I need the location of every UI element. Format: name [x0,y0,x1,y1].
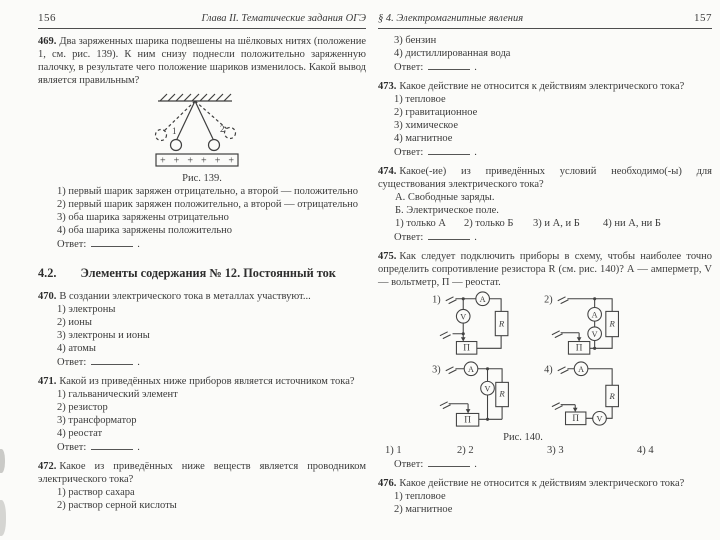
question-472-options [57,486,366,512]
question-470-options [57,303,366,355]
slider-arrow-icon [573,408,578,412]
wire [455,369,502,383]
option: 4) оба шарика заряжены положительно [57,225,233,236]
question-475-text: Как следует подключить приборы в схему, чтобы наиболее точно определить сопротивление резистора R (см. рис. 140)? А — амперметр, V — вольтметр, П — реостат. [378,251,712,288]
right-page-header [378,12,712,29]
answer-label: Ответ: [394,62,424,73]
answer-line [57,440,366,454]
question-469-number: 469. [38,36,57,47]
question-471-options [57,388,366,440]
option: 3) химическое [394,120,458,131]
answer-label: Ответ: [57,442,87,453]
ball-1 [171,140,182,151]
answer-blank [91,355,133,365]
wire [453,323,464,334]
junction-dot [486,418,489,421]
wire [561,405,576,408]
option: 3) трансформатор [57,415,137,426]
terminal-icon [446,297,457,304]
question-470 [38,290,366,303]
option: 1) гальванический элемент [57,389,178,400]
slider-arrow-icon [461,337,466,341]
answer-blank [91,440,133,450]
question-476 [378,477,712,490]
option: 1) тепловое [394,94,446,105]
ball-2-label: 2 [220,124,225,134]
thread-dashed-left [164,101,195,131]
option: 1) 1 [385,445,402,456]
answer-blank [428,145,470,155]
option: 1) электроны [57,304,116,315]
question-472-number: 472. [38,461,57,472]
answer-line [394,457,712,471]
ammeter-label: A [468,364,474,374]
question-476-number: 476. [378,478,397,489]
option: 3) оба шарика заряжены отрицательно [57,212,229,223]
section-number: 4.2. [38,266,57,280]
answer-line [394,60,712,74]
question-472-continued-options [394,34,712,60]
answer-label: Ответ: [394,147,424,158]
option: 4) ни А, ни Б [603,218,661,229]
answer-line [57,237,366,251]
answer-blank [428,230,470,240]
left-running-header: Глава II. Тематические задания ОГЭ [201,13,366,24]
question-471 [38,375,366,388]
statement-b: Б. Электрическое поле. [395,205,499,216]
question-474 [378,165,712,191]
option: 2) только Б [464,218,514,229]
section-heading [38,266,366,281]
answer-period: . [137,239,140,250]
rheostat-label: П [463,342,470,353]
page-right [372,0,712,516]
option: 3) бензин [394,35,437,46]
option: 2) магнитное [394,504,453,515]
rheostat-label: П [572,413,580,424]
left-page-header [38,12,366,29]
option: 3) 3 [547,445,564,456]
ball-1-label: 1 [172,126,177,136]
right-running-header: § 4. Электромагнитные явления [378,13,524,24]
answer-period: . [474,232,477,243]
option: 3) и А, и Б [533,218,580,229]
circuit-4-label: 4) [544,364,553,376]
wire [561,333,579,338]
terminal-icon [440,402,451,409]
circuit-3-label: 3) [432,364,441,376]
option: 3) электроны и ионы [57,330,150,341]
question-469-options [57,185,366,237]
option: 2) ионы [57,317,92,328]
answer-label: Ответ: [57,239,87,250]
section-title: Элементы содержания № 12. Постоянный ток [80,266,336,280]
answer-line [57,355,366,369]
option: 2) первый шарик заряжен положительно, а второй — отрицательно [57,199,359,210]
ceiling-hatch-icon [158,94,232,101]
option: 4) магнитное [394,133,453,144]
ball-2 [209,140,220,151]
question-475-number: 475. [378,251,397,262]
rheostat-label: П [575,342,583,353]
slider-arrow-icon [577,337,582,341]
terminal-icon [552,403,563,410]
ammeter-label: A [591,310,598,320]
thread-solid-left [177,101,195,139]
voltmeter-label: V [484,384,491,394]
resistor-label: R [499,388,505,399]
ammeter-label: A [578,364,585,374]
question-472-text: Какое из приведённых ниже веществ является проводником электрического тока? [38,461,366,485]
question-474-options [395,217,712,230]
circuit-diagram-1 [432,291,544,359]
left-page-number: 156 [38,12,56,24]
page-left [30,0,366,512]
figure-139-drawing [98,91,298,171]
answer-label: Ответ: [394,459,424,470]
terminal-icon [558,367,569,374]
question-475-options [385,444,712,457]
voltmeter-label: V [591,329,598,339]
answer-period: . [137,442,140,453]
plus-signs: + + + + + + [160,155,234,167]
option: 2) 2 [457,445,474,456]
resistor-label: R [609,318,615,329]
option: 4) реостат [57,428,103,439]
figure-139-caption: Рис. 139. [182,173,222,184]
ammeter-label: A [479,294,486,304]
option: 1) раствор сахара [57,487,135,498]
question-474-number: 474. [378,166,397,177]
scan-smudge [0,500,6,536]
resistor-label: R [498,318,505,329]
answer-period: . [474,62,477,73]
answer-blank [428,457,470,467]
answer-blank [428,60,470,70]
junction-dot [593,347,596,350]
slider-arrow-icon [466,409,471,413]
question-476-text: Какое действие не относится к действиям электрического тока? [399,478,685,489]
question-476-options [394,490,712,516]
statement-a: А. Свободные заряды. [395,192,495,203]
rheostat-label: П [464,414,471,425]
scan-smudge [0,449,5,473]
answer-label: Ответ: [57,357,87,368]
option: 4) дистиллированная вода [394,48,511,59]
answer-line [394,230,712,244]
circuit-diagram-4 [544,361,656,429]
option: 2) раствор серной кислоты [57,500,177,511]
question-474-statements [395,191,712,217]
circuit-1-label: 1) [432,294,441,306]
figure-140-caption: Рис. 140. [503,432,543,443]
circuit-diagram-3 [432,361,544,429]
question-471-number: 471. [38,376,57,387]
thread-solid-right [195,101,213,139]
answer-label: Ответ: [394,232,424,243]
ball-initial-right [225,128,236,139]
terminal-icon [558,297,569,304]
answer-line [394,145,712,159]
terminal-icon [440,332,451,339]
option: 1) тепловое [394,491,446,502]
question-475 [378,250,712,289]
option: 2) резистор [57,402,108,413]
option: 4) атомы [57,343,96,354]
question-472 [38,460,366,486]
terminal-icon [552,331,563,338]
voltmeter-label: V [460,312,467,322]
question-469-text: Два заряженных шарика подвешены на шёлковых нитях (положение 1, см. рис. 139). К ним снизу поднесли положительно заряженную палочку, в результате чего положение шариков изменилось. Какой вывод является правильным? [38,36,366,86]
figure-139 [38,91,366,185]
question-473-number: 473. [378,81,397,92]
question-474-text: Какое(-ие) из приведённых условий необходимо(-ы) для существования электрического тока? [378,166,712,190]
option: 1) первый шарик заряжен отрицательно, а второй — положительно [57,186,359,197]
question-470-text: В создании электрического тока в металлах участвуют... [59,291,311,302]
voltmeter-label: V [596,414,603,424]
circuit-2-label: 2) [544,294,553,306]
wire [449,404,468,410]
question-470-number: 470. [38,291,57,302]
answer-blank [91,237,133,247]
right-page-number: 157 [694,12,712,24]
answer-period: . [474,147,477,158]
circuit-diagram-2 [544,291,656,359]
question-471-text: Какой из приведённых ниже приборов является источником тока? [59,376,355,387]
question-473-options [394,93,712,145]
figure-140 [432,291,712,429]
ball-initial-left [156,130,167,141]
question-469 [38,35,366,87]
wire [477,336,501,349]
answer-period: . [474,459,477,470]
option: 4) 4 [637,445,654,456]
question-473 [378,80,712,93]
option: 2) гравитационное [394,107,478,118]
option: 1) только А [395,218,446,229]
terminal-icon [446,367,457,374]
answer-period: . [137,357,140,368]
question-473-text: Какое действие не относится к действиям электрического тока? [399,81,685,92]
resistor-label: R [609,390,615,401]
